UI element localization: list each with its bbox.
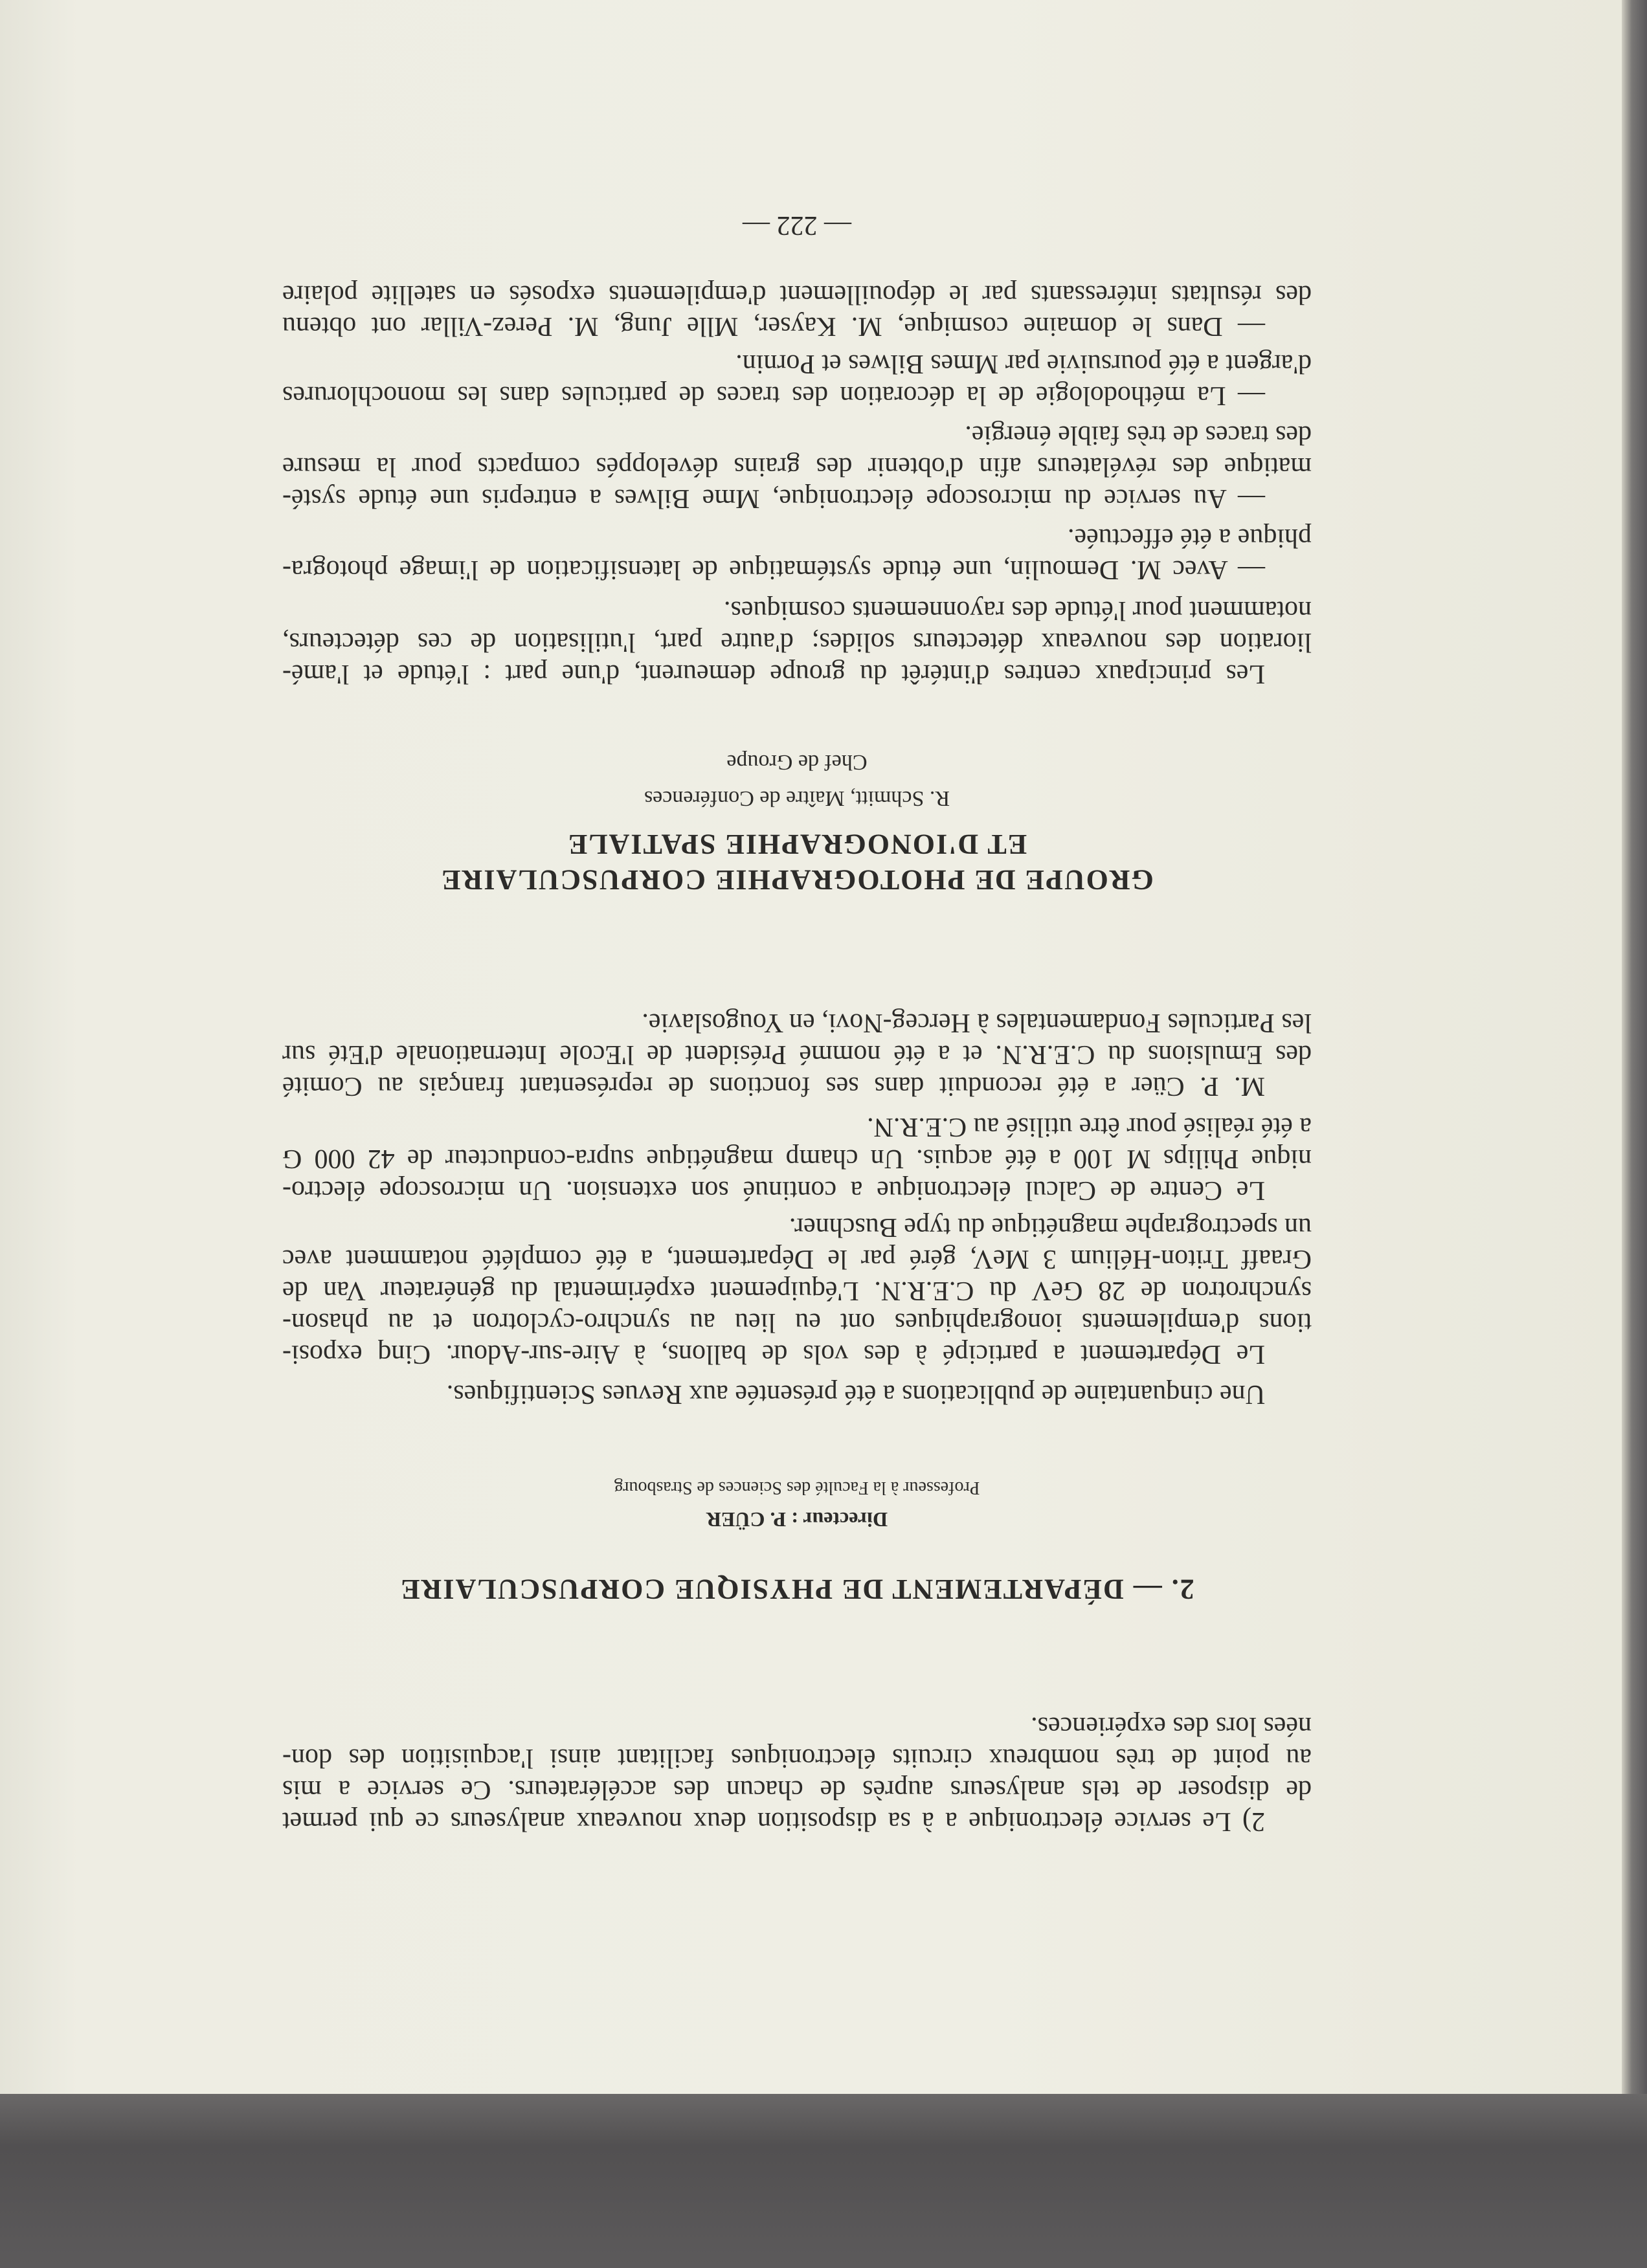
page-number: — 222 — <box>743 210 851 240</box>
text-line: phique a été effectuée. <box>1068 523 1312 553</box>
text-line: Graaff Triton-Hélium 3 MeV, géré par le Département, a été complété notamment avec <box>282 1244 1312 1274</box>
text-line: — Avec M. Demoulin, une étude systématique de latensification de l'image photogra- <box>282 555 1265 584</box>
text-line: nique Philips M 100 a été acquis. Un champ magnétique supra-conducteur de 42 000 G <box>282 1144 1312 1173</box>
department-title: 2. — DÉPARTEMENT DE PHYSIQUE CORPUSCULAIRE <box>399 1573 1194 1605</box>
text-line: a été réalisé pour être utilisé au C.E.R.N. <box>867 1112 1312 1142</box>
group-head: R. Schmitt, Maître de Conférences <box>644 786 950 810</box>
text-line: des Emulsions du C.E.R.N. et a été nommé Président de l'Ecole Internationale d'Eté sur <box>282 1040 1312 1069</box>
text-line: les Particules Fondamentales à Herceg-Novi, en Yougoslavie. <box>642 1008 1312 1038</box>
text-line: Les principaux centres d'intérêt du groupe demeurent, d'une part : l'étude et l'amé- <box>282 659 1265 689</box>
text-line: lioration des nouveaux détecteurs solides; d'autre part, l'utilisation de ces détecteurs, <box>282 627 1312 657</box>
text-line: Le Centre de Calcul électronique a continué son extension. Un microscope électro- <box>282 1175 1265 1205</box>
text-line: Le Département a participé à des vols de ballons, à Aire-sur-Adour. Cinq exposi- <box>282 1339 1265 1369</box>
text-line: d'argent a été poursuivie par Mmes Bilwes et Pornin. <box>735 349 1312 379</box>
text-line: des résultats intéressants par le dépouillement d'empilements exposés en satellite polaire <box>282 280 1312 309</box>
text-line: au point de très nombreux circuits électroniques facilitant ainsi l'acquisition des don- <box>282 1743 1312 1773</box>
text-line: de disposer de tels analyseurs auprès de chacun des accélérateurs. Ce service a mis <box>282 1775 1312 1805</box>
text-line: des traces de très faible énergie. <box>965 420 1312 450</box>
page-edge-shadow <box>1622 0 1647 2094</box>
text-line: — Au service du microscope électronique, Mme Bilwes a entrepris une étude systé- <box>282 484 1265 513</box>
text-line: — Dans le domaine cosmique, M. Kayser, Mlle Jung, M. Perez-Villar ont obtenu <box>282 311 1265 341</box>
department-director: Directeur : P. CÜER <box>706 1508 888 1531</box>
paragraph-computing-centre <box>282 1111 1312 1206</box>
paragraph-department-activities <box>282 1211 1312 1370</box>
paragraph-cosmic <box>282 278 1312 342</box>
paragraph-centres <box>282 594 1312 689</box>
group-title-line2: ET D'IONOGRAPHIE SPATIALE <box>566 828 1027 860</box>
text-line: Une cinquantaine de publications a été présentée aux Revues Scientifiques. <box>446 1379 1265 1409</box>
text-line: M. P. Cüer a été reconduit dans ses fonctions de représentant français au Comité <box>282 1071 1265 1101</box>
scanner-background <box>0 2094 1647 2268</box>
text-line: un spectrographe magnétique du type Buschner. <box>789 1212 1312 1242</box>
director-role: Professeur à la Faculté des Sciences de Strasbourg <box>614 1478 980 1498</box>
group-title-line1: GROUPE DE PHOTOGRAPHIE CORPUSCULAIRE <box>440 864 1154 896</box>
paragraph-bilwes <box>282 419 1312 514</box>
text-line: nées lors des expériences. <box>1031 1711 1312 1741</box>
paragraph-electronic-service <box>282 1710 1312 1837</box>
paragraph-cuer <box>282 1006 1312 1102</box>
group-head-role: Chef de Groupe <box>726 750 868 774</box>
page-text-rotated <box>282 206 1312 1837</box>
text-line: synchrotron de 28 GeV du C.E.R.N. L'équipement expérimental du générateur Van de <box>282 1276 1312 1306</box>
text-line: 2) Le service électronique a à sa disposition deux nouveaux analyseurs ce qui permet <box>282 1807 1265 1836</box>
paragraph-methodology <box>282 348 1312 411</box>
paragraph-publications <box>282 1378 1312 1410</box>
text-line: — La méthodologie de la décoration des traces de particules dans les monochlorures <box>282 381 1265 410</box>
text-line: tions d'empilements ionographiques ont eu lieu au synchro-cyclotron et au phason- <box>282 1307 1312 1337</box>
paragraph-demoulin <box>282 522 1312 585</box>
text-line: matique des révélateurs afin d'obtenir des grains développés compacts pour la mesure <box>282 452 1312 482</box>
text-line: notamment pour l'étude des rayonnements cosmiques. <box>723 595 1312 625</box>
